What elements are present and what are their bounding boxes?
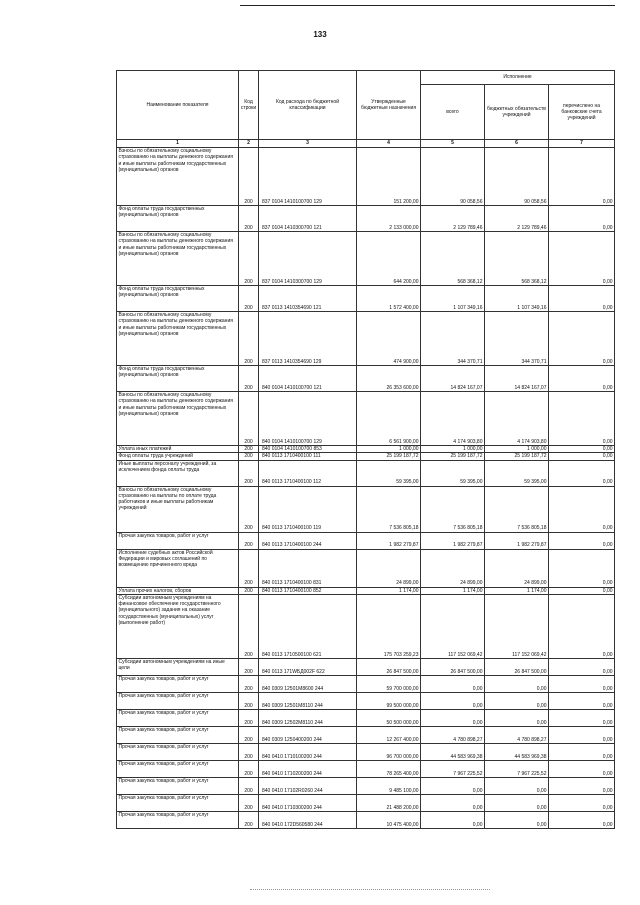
row-name: Прочая закупка товаров, работ и услуг	[117, 692, 239, 709]
row-total: 1 107 349,16	[421, 286, 485, 312]
row-bank-accounts: 0,00	[549, 148, 615, 206]
row-budget-obligations: 0,00	[485, 675, 549, 692]
row-name: Взносы по обязательному социальному страхованию на выплаты по оплате труда работников и иные выплаты работникам учреждений	[117, 486, 239, 532]
table-row	[117, 692, 615, 709]
row-approved: 24 899,00	[357, 549, 421, 587]
row-line-code: 200	[239, 446, 259, 453]
row-name: Уплата прочих налогов, сборов	[117, 587, 239, 594]
row-total: 568 368,12	[421, 232, 485, 286]
row-budget-obligations: 0,00	[485, 811, 549, 828]
budget-execution-table	[116, 70, 615, 829]
col-number: 3	[259, 140, 357, 148]
row-name: Фонд оплаты труда учреждений	[117, 453, 239, 460]
row-line-code: 200	[239, 692, 259, 709]
row-budget-obligations: 90 058,56	[485, 148, 549, 206]
row-line-code: 200	[239, 811, 259, 828]
row-line-code: 200	[239, 743, 259, 760]
page-number: 133	[313, 30, 327, 39]
row-approved: 59 700 000,00	[357, 675, 421, 692]
row-total: 59 395,00	[421, 460, 485, 486]
row-line-code: 200	[239, 232, 259, 286]
row-expense-code: 840 0113 171WБД002F 622	[259, 658, 357, 675]
row-expense-code: 840 0309 12501М8600 244	[259, 675, 357, 692]
row-expense-code: 840 0410 1710100200 244	[259, 743, 357, 760]
row-name: Взносы по обязательному социальному страхованию на выплаты денежного содержания и иные выплаты работникам государственных (муниципальных) органов	[117, 392, 239, 446]
row-budget-obligations: 1 982 279,87	[485, 532, 549, 549]
table-row	[117, 232, 615, 286]
row-approved: 1 000,00	[357, 446, 421, 453]
col-number: 5	[421, 140, 485, 148]
row-expense-code: 840 0113 1710400100 119	[259, 486, 357, 532]
table-row	[117, 675, 615, 692]
row-budget-obligations: 24 899,00	[485, 549, 549, 587]
header-name: Наименование показателя	[117, 71, 239, 140]
row-name: Прочая закупка товаров, работ и услуг	[117, 794, 239, 811]
row-budget-obligations: 14 824 167,07	[485, 366, 549, 392]
row-line-code: 200	[239, 709, 259, 726]
row-bank-accounts: 0,00	[549, 743, 615, 760]
row-bank-accounts: 0,00	[549, 675, 615, 692]
row-approved: 7 536 805,18	[357, 486, 421, 532]
row-expense-code: 840 0410 17102R0260 244	[259, 777, 357, 794]
table-row	[117, 743, 615, 760]
row-total: 1 982 279,87	[421, 532, 485, 549]
row-expense-code: 840 0410 1710200200 244	[259, 760, 357, 777]
row-line-code: 200	[239, 453, 259, 460]
table-row	[117, 777, 615, 794]
row-budget-obligations: 7 536 805,18	[485, 486, 549, 532]
header-expense-code: Код расхода по бюджетной классификации	[259, 71, 357, 140]
row-bank-accounts: 0,00	[549, 760, 615, 777]
row-line-code: 200	[239, 148, 259, 206]
header-bank-accounts: перечислено на банковские счета учреждений	[549, 85, 615, 140]
row-total: 2 129 789,46	[421, 206, 485, 232]
row-budget-obligations: 1 174,00	[485, 587, 549, 594]
row-approved: 25 199 187,72	[357, 453, 421, 460]
row-approved: 151 200,00	[357, 148, 421, 206]
row-bank-accounts: 0,00	[549, 232, 615, 286]
table-row	[117, 726, 615, 743]
row-budget-obligations: 0,00	[485, 692, 549, 709]
row-budget-obligations: 7 967 225,52	[485, 760, 549, 777]
row-bank-accounts: 0,00	[549, 446, 615, 453]
row-name: Исполнение судебных актов Российской Федерации и мировых соглашений по возмещению причиненного вреда	[117, 549, 239, 587]
row-approved: 21 488 200,00	[357, 794, 421, 811]
table-row	[117, 392, 615, 446]
table-row	[117, 658, 615, 675]
row-name: Фонд оплаты труда государственных (муниципальных) органов	[117, 366, 239, 392]
row-name: Уплата иных платежей	[117, 446, 239, 453]
table-row	[117, 587, 615, 594]
row-approved: 78 265 400,00	[357, 760, 421, 777]
row-expense-code: 840 0113 1710400100 244	[259, 532, 357, 549]
row-approved: 175 703 259,23	[357, 594, 421, 658]
row-approved: 59 395,00	[357, 460, 421, 486]
row-bank-accounts: 0,00	[549, 532, 615, 549]
row-total: 117 152 069,42	[421, 594, 485, 658]
row-line-code: 200	[239, 532, 259, 549]
row-expense-code: 840 0309 12502М8110 244	[259, 709, 357, 726]
row-budget-obligations: 1 000,00	[485, 446, 549, 453]
table-row	[117, 549, 615, 587]
row-approved: 26 353 600,00	[357, 366, 421, 392]
row-budget-obligations: 26 847 500,00	[485, 658, 549, 675]
row-budget-obligations: 568 368,12	[485, 232, 549, 286]
row-total: 4 780 898,27	[421, 726, 485, 743]
row-expense-code: 840 0104 1410100700 853	[259, 446, 357, 453]
row-expense-code: 840 0113 1710400100 852	[259, 587, 357, 594]
row-line-code: 200	[239, 392, 259, 446]
row-bank-accounts: 0,00	[549, 811, 615, 828]
row-name: Прочая закупка товаров, работ и услуг	[117, 743, 239, 760]
row-expense-code: 837 0104 1410300700 121	[259, 206, 357, 232]
table-row	[117, 532, 615, 549]
row-bank-accounts: 0,00	[549, 206, 615, 232]
row-approved: 1 174,00	[357, 587, 421, 594]
row-approved: 10 475 400,00	[357, 811, 421, 828]
row-expense-code: 840 0104 1410100700 129	[259, 392, 357, 446]
row-bank-accounts: 0,00	[549, 587, 615, 594]
row-budget-obligations: 0,00	[485, 794, 549, 811]
row-budget-obligations: 0,00	[485, 777, 549, 794]
row-budget-obligations: 1 107 349,16	[485, 286, 549, 312]
row-budget-obligations: 0,00	[485, 709, 549, 726]
row-expense-code: 840 0309 12501М8110 244	[259, 692, 357, 709]
row-total: 1 174,00	[421, 587, 485, 594]
row-line-code: 200	[239, 366, 259, 392]
table-row	[117, 486, 615, 532]
row-bank-accounts: 0,00	[549, 486, 615, 532]
col-number: 1	[117, 140, 239, 148]
row-total: 26 847 500,00	[421, 658, 485, 675]
row-bank-accounts: 0,00	[549, 460, 615, 486]
table-body	[117, 148, 615, 829]
row-approved: 26 847 500,00	[357, 658, 421, 675]
row-budget-obligations: 25 199 187,72	[485, 453, 549, 460]
row-total: 0,00	[421, 794, 485, 811]
row-bank-accounts: 0,00	[549, 794, 615, 811]
row-name: Взносы по обязательному социальному страхованию на выплаты денежного содержания и иные выплаты работникам государственных (муниципальных) органов	[117, 232, 239, 286]
row-line-code: 200	[239, 675, 259, 692]
table-row	[117, 148, 615, 206]
row-expense-code: 840 0104 1410100700 121	[259, 366, 357, 392]
table-row	[117, 760, 615, 777]
col-number: 4	[357, 140, 421, 148]
row-line-code: 200	[239, 594, 259, 658]
table-row	[117, 811, 615, 828]
row-total: 0,00	[421, 692, 485, 709]
row-expense-code: 840 0113 1710500100 621	[259, 594, 357, 658]
row-approved: 9 485 100,00	[357, 777, 421, 794]
row-approved: 1 572 400,00	[357, 286, 421, 312]
row-line-code: 200	[239, 777, 259, 794]
row-expense-code: 840 0410 1710300200 244	[259, 794, 357, 811]
row-total: 7 536 805,18	[421, 486, 485, 532]
row-name: Взносы по обязательному социальному страхованию на выплаты денежного содержания и иные выплаты работникам государственных (муниципальных) органов	[117, 312, 239, 366]
table-row	[117, 594, 615, 658]
row-total: 7 967 225,52	[421, 760, 485, 777]
row-total: 24 899,00	[421, 549, 485, 587]
row-expense-code: 837 0113 1410354690 129	[259, 312, 357, 366]
row-name: Фонд оплаты труда государственных (муниципальных) органов	[117, 206, 239, 232]
table-row	[117, 206, 615, 232]
top-rule	[240, 5, 615, 6]
row-approved: 644 200,00	[357, 232, 421, 286]
row-line-code: 200	[239, 486, 259, 532]
row-name: Прочая закупка товаров, работ и услуг	[117, 811, 239, 828]
row-bank-accounts: 0,00	[549, 709, 615, 726]
row-total: 0,00	[421, 675, 485, 692]
row-approved: 96 700 000,00	[357, 743, 421, 760]
row-bank-accounts: 0,00	[549, 453, 615, 460]
table-row	[117, 709, 615, 726]
header-approved: Утвержденные бюджетные назначения	[357, 71, 421, 140]
table-row	[117, 460, 615, 486]
row-name: Фонд оплаты труда государственных (муниципальных) органов	[117, 286, 239, 312]
row-line-code: 200	[239, 549, 259, 587]
row-expense-code: 840 0113 1710400100 111	[259, 453, 357, 460]
row-bank-accounts: 0,00	[549, 658, 615, 675]
row-bank-accounts: 0,00	[549, 286, 615, 312]
row-budget-obligations: 4 174 903,80	[485, 392, 549, 446]
table-row	[117, 453, 615, 460]
table-row	[117, 312, 615, 366]
row-name: Прочая закупка товаров, работ и услуг	[117, 760, 239, 777]
row-line-code: 200	[239, 286, 259, 312]
row-bank-accounts: 0,00	[549, 594, 615, 658]
row-total: 0,00	[421, 811, 485, 828]
table-row	[117, 446, 615, 453]
header-budget-obligations: бюджетных обязательств учреждений	[485, 85, 549, 140]
row-line-code: 200	[239, 206, 259, 232]
row-bank-accounts: 0,00	[549, 549, 615, 587]
row-total: 25 199 187,72	[421, 453, 485, 460]
row-name: Прочая закупка товаров, работ и услуг	[117, 709, 239, 726]
row-budget-obligations: 2 129 789,46	[485, 206, 549, 232]
row-name: Прочая закупка товаров, работ и услуг	[117, 726, 239, 743]
col-number: 7	[549, 140, 615, 148]
row-total: 0,00	[421, 709, 485, 726]
row-approved: 12 267 400,00	[357, 726, 421, 743]
table-row	[117, 794, 615, 811]
row-name: Иные выплаты персоналу учреждений, за исключением фонда оплаты труда	[117, 460, 239, 486]
row-expense-code: 840 0309 1250400200 244	[259, 726, 357, 743]
row-bank-accounts: 0,00	[549, 392, 615, 446]
row-budget-obligations: 4 780 898,27	[485, 726, 549, 743]
header-execution: Исполнение	[421, 71, 615, 85]
row-approved: 474 900,00	[357, 312, 421, 366]
row-budget-obligations: 44 583 969,38	[485, 743, 549, 760]
row-expense-code: 837 0104 1410300700 129	[259, 232, 357, 286]
header-total: всего	[421, 85, 485, 140]
row-line-code: 200	[239, 726, 259, 743]
row-line-code: 200	[239, 587, 259, 594]
row-budget-obligations: 344 370,71	[485, 312, 549, 366]
row-expense-code: 840 0113 1710400100 112	[259, 460, 357, 486]
row-line-code: 200	[239, 460, 259, 486]
row-name: Субсидии автономным учреждениям на иные цели	[117, 658, 239, 675]
row-line-code: 200	[239, 760, 259, 777]
row-bank-accounts: 0,00	[549, 366, 615, 392]
row-total: 0,00	[421, 777, 485, 794]
row-name: Взносы по обязательному социальному страхованию на выплаты денежного содержания и иные выплаты работникам государственных (муниципальных) органов	[117, 148, 239, 206]
row-approved: 99 500 000,00	[357, 692, 421, 709]
row-total: 44 583 969,38	[421, 743, 485, 760]
header-line-code: Код строки	[239, 71, 259, 140]
row-approved: 6 561 900,00	[357, 392, 421, 446]
row-expense-code: 840 0113 1710400100 831	[259, 549, 357, 587]
table-row	[117, 286, 615, 312]
row-bank-accounts: 0,00	[549, 312, 615, 366]
row-bank-accounts: 0,00	[549, 726, 615, 743]
row-total: 14 824 167,07	[421, 366, 485, 392]
row-total: 344 370,71	[421, 312, 485, 366]
table-row	[117, 366, 615, 392]
row-approved: 2 133 000,00	[357, 206, 421, 232]
row-bank-accounts: 0,00	[549, 692, 615, 709]
col-number: 6	[485, 140, 549, 148]
row-line-code: 200	[239, 794, 259, 811]
row-expense-code: 840 0410 172D560580 244	[259, 811, 357, 828]
row-expense-code: 837 0113 1410354690 121	[259, 286, 357, 312]
row-name: Прочая закупка товаров, работ и услуг	[117, 532, 239, 549]
row-bank-accounts: 0,00	[549, 777, 615, 794]
row-expense-code: 837 0104 1410100700 129	[259, 148, 357, 206]
row-total: 90 058,56	[421, 148, 485, 206]
row-approved: 50 500 000,00	[357, 709, 421, 726]
row-budget-obligations: 117 152 069,42	[485, 594, 549, 658]
row-approved: 1 982 279,87	[357, 532, 421, 549]
row-name: Субсидии автономным учреждениям на финансовое обеспечение государственного (муниципального) задания на оказание государственных (муниципальных) услуг (выполнение работ)	[117, 594, 239, 658]
row-name: Прочая закупка товаров, работ и услуг	[117, 675, 239, 692]
row-line-code: 200	[239, 658, 259, 675]
row-total: 1 000,00	[421, 446, 485, 453]
row-name: Прочая закупка товаров, работ и услуг	[117, 777, 239, 794]
bottom-dotted-line	[250, 889, 490, 890]
row-total: 4 174 903,80	[421, 392, 485, 446]
row-line-code: 200	[239, 312, 259, 366]
col-number: 2	[239, 140, 259, 148]
row-budget-obligations: 59 395,00	[485, 460, 549, 486]
